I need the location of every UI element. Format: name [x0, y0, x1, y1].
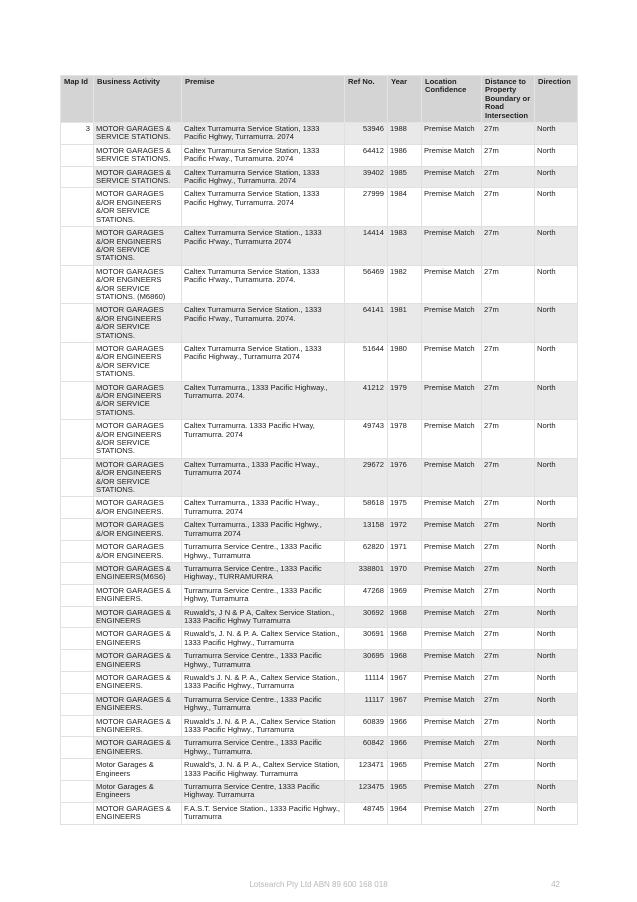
premise-cell: Turramurra Service Centre., 1333 Pacific Hghwy, Turramurra	[182, 584, 345, 606]
ref-no-cell: 14414	[345, 227, 388, 266]
distance-cell: 27m	[482, 265, 535, 304]
distance-cell: 27m	[482, 802, 535, 824]
map-id-cell	[61, 737, 94, 759]
business-activity-cell: MOTOR GARAGES &/OR ENGINEERS &/OR SERVICE STATIONS.	[94, 227, 182, 266]
location-confidence-cell: Premise Match	[422, 715, 482, 737]
table-row	[61, 166, 578, 188]
header-direction: Direction	[535, 76, 578, 123]
premise-cell: Turramurra Service Centre., 1333 Pacific Hghwy., Turramurra	[182, 693, 345, 715]
year-cell: 1968	[388, 628, 422, 650]
year-cell: 1967	[388, 671, 422, 693]
direction-cell: North	[535, 802, 578, 824]
premise-cell: Caltex Turramurra., 1333 Pacific H'way., Turramurra. 2074	[182, 497, 345, 519]
direction-cell: North	[535, 166, 578, 188]
premise-cell: Caltex Turramurra., 1333 Pacific Hghwy., Turramurra 2074	[182, 519, 345, 541]
premise-cell: Ruwald's J. N. & P. A., Caltex Service Station., 1333 Pacific Hghwy., Turramurra	[182, 671, 345, 693]
distance-cell: 27m	[482, 693, 535, 715]
table-row	[61, 802, 578, 824]
ref-no-cell: 30695	[345, 650, 388, 672]
table-row	[61, 227, 578, 266]
premise-cell: Caltex Turramurra Service Station, 1333 Pacific Hghwy, Turramurra. 2074	[182, 123, 345, 145]
business-activity-cell: MOTOR GARAGES &/OR ENGINEERS &/OR SERVICE STATIONS. (M6860)	[94, 265, 182, 304]
direction-cell: North	[535, 671, 578, 693]
business-activity-cell: MOTOR GARAGES &/OR ENGINEERS &/OR SERVICE STATIONS.	[94, 420, 182, 459]
direction-cell: North	[535, 123, 578, 145]
distance-cell: 27m	[482, 420, 535, 459]
premise-cell: Caltex Turramurra Service Station., 1333 Pacific Highway., Turramurra 2074	[182, 342, 345, 381]
table-row	[61, 123, 578, 145]
ref-no-cell: 39402	[345, 166, 388, 188]
distance-cell: 27m	[482, 781, 535, 803]
ref-no-cell: 48745	[345, 802, 388, 824]
year-cell: 1972	[388, 519, 422, 541]
direction-cell: North	[535, 584, 578, 606]
premise-cell: Ruwald's, J. N. & P. A. Caltex Service Station., 1333 Pacific Hghwy., Turramurra	[182, 628, 345, 650]
business-activity-cell: MOTOR GARAGES &/OR ENGINEERS &/OR SERVICE STATIONS.	[94, 381, 182, 420]
location-confidence-cell: Premise Match	[422, 497, 482, 519]
distance-cell: 27m	[482, 671, 535, 693]
ref-no-cell: 30691	[345, 628, 388, 650]
business-activity-cell: MOTOR GARAGES & ENGINEERS	[94, 628, 182, 650]
business-activity-cell: MOTOR GARAGES & ENGINEERS	[94, 650, 182, 672]
premise-cell: Caltex Turramurra Service Station., 1333 Pacific H'way., Turramurra. 2074.	[182, 304, 345, 343]
premise-cell: Caltex Turramurra Service Station, 1333 Pacific H'way., Turramurra. 2074.	[182, 265, 345, 304]
table-row	[61, 304, 578, 343]
table-row	[61, 144, 578, 166]
header-premise: Premise	[182, 76, 345, 123]
distance-cell: 27m	[482, 166, 535, 188]
ref-no-cell: 51644	[345, 342, 388, 381]
year-cell: 1969	[388, 584, 422, 606]
year-cell: 1968	[388, 606, 422, 628]
premise-cell: Caltex Turramurra., 1333 Pacific H'way., Turramurra 2074	[182, 458, 345, 497]
header-map-id: Map Id	[61, 76, 94, 123]
table-row	[61, 188, 578, 227]
distance-cell: 27m	[482, 519, 535, 541]
business-activity-cell: MOTOR GARAGES & ENGINEERS	[94, 606, 182, 628]
map-id-cell	[61, 715, 94, 737]
direction-cell: North	[535, 737, 578, 759]
table-row	[61, 342, 578, 381]
direction-cell: North	[535, 304, 578, 343]
distance-cell: 27m	[482, 342, 535, 381]
location-confidence-cell: Premise Match	[422, 265, 482, 304]
location-confidence-cell: Premise Match	[422, 166, 482, 188]
year-cell: 1966	[388, 737, 422, 759]
ref-no-cell: 338801	[345, 562, 388, 584]
page-number: 42	[551, 880, 560, 889]
location-confidence-cell: Premise Match	[422, 541, 482, 563]
direction-cell: North	[535, 606, 578, 628]
location-confidence-cell: Premise Match	[422, 562, 482, 584]
direction-cell: North	[535, 227, 578, 266]
location-confidence-cell: Premise Match	[422, 693, 482, 715]
direction-cell: North	[535, 265, 578, 304]
direction-cell: North	[535, 144, 578, 166]
map-id-cell	[61, 584, 94, 606]
premise-cell: Turramurra Service Centre., 1333 Pacific Hghwy., Turramurra	[182, 541, 345, 563]
ref-no-cell: 11114	[345, 671, 388, 693]
ref-no-cell: 123471	[345, 759, 388, 781]
distance-cell: 27m	[482, 144, 535, 166]
map-id-cell	[61, 265, 94, 304]
business-activity-cell: MOTOR GARAGES &/OR ENGINEERS.	[94, 519, 182, 541]
business-directory-table	[60, 75, 578, 825]
map-id-cell	[61, 342, 94, 381]
ref-no-cell: 49743	[345, 420, 388, 459]
location-confidence-cell: Premise Match	[422, 671, 482, 693]
premise-cell: Turramurra Service Centre., 1333 Pacific Highway., TURRAMURRA	[182, 562, 345, 584]
direction-cell: North	[535, 497, 578, 519]
location-confidence-cell: Premise Match	[422, 519, 482, 541]
ref-no-cell: 64412	[345, 144, 388, 166]
distance-cell: 27m	[482, 650, 535, 672]
ref-no-cell: 27999	[345, 188, 388, 227]
header-business-activity: Business Activity	[94, 76, 182, 123]
year-cell: 1975	[388, 497, 422, 519]
distance-cell: 27m	[482, 304, 535, 343]
distance-cell: 27m	[482, 759, 535, 781]
ref-no-cell: 64141	[345, 304, 388, 343]
business-activity-cell: MOTOR GARAGES & ENGINEERS	[94, 802, 182, 824]
direction-cell: North	[535, 188, 578, 227]
table-row	[61, 458, 578, 497]
map-id-cell	[61, 188, 94, 227]
direction-cell: North	[535, 562, 578, 584]
distance-cell: 27m	[482, 628, 535, 650]
table-row	[61, 562, 578, 584]
business-activity-cell: MOTOR GARAGES &/OR ENGINEERS &/OR SERVICE STATIONS.	[94, 188, 182, 227]
location-confidence-cell: Premise Match	[422, 342, 482, 381]
ref-no-cell: 123475	[345, 781, 388, 803]
map-id-cell	[61, 671, 94, 693]
ref-no-cell: 11117	[345, 693, 388, 715]
direction-cell: North	[535, 715, 578, 737]
business-activity-cell: MOTOR GARAGES &/OR ENGINEERS &/OR SERVICE STATIONS.	[94, 304, 182, 343]
year-cell: 1967	[388, 693, 422, 715]
premise-cell: Caltex Turramurra Service Station, 1333 Pacific Hghwy., Turramurra. 2074	[182, 166, 345, 188]
distance-cell: 27m	[482, 497, 535, 519]
location-confidence-cell: Premise Match	[422, 584, 482, 606]
table-row	[61, 781, 578, 803]
distance-cell: 27m	[482, 584, 535, 606]
location-confidence-cell: Premise Match	[422, 650, 482, 672]
map-id-cell	[61, 606, 94, 628]
location-confidence-cell: Premise Match	[422, 188, 482, 227]
business-activity-cell: MOTOR GARAGES & SERVICE STATIONS.	[94, 144, 182, 166]
business-activity-cell: Motor Garages & Engineers	[94, 759, 182, 781]
premise-cell: F.A.S.T. Service Station., 1333 Pacific Hghwy., Turramurra	[182, 802, 345, 824]
location-confidence-cell: Premise Match	[422, 227, 482, 266]
business-activity-cell: MOTOR GARAGES & ENGINEERS.	[94, 693, 182, 715]
business-activity-cell: MOTOR GARAGES & ENGINEERS(M6S6)	[94, 562, 182, 584]
business-activity-cell: MOTOR GARAGES & SERVICE STATIONS.	[94, 166, 182, 188]
premise-cell: Turramurra Service Centre., 1333 Pacific Hghwy., Turramurra.	[182, 737, 345, 759]
business-activity-cell: MOTOR GARAGES & ENGINEERS.	[94, 671, 182, 693]
table-row	[61, 519, 578, 541]
ref-no-cell: 47268	[345, 584, 388, 606]
year-cell: 1985	[388, 166, 422, 188]
direction-cell: North	[535, 650, 578, 672]
business-activity-cell: MOTOR GARAGES & ENGINEERS.	[94, 584, 182, 606]
premise-cell: Ruwald's, J N & P A, Caltex Service Station., 1333 Pacific Hghwy Turramurra	[182, 606, 345, 628]
header-distance: Distance to Property Boundary or Road Intersection	[482, 76, 535, 123]
premise-cell: Ruwald's J. N. & P. A., Caltex Service Station 1333 Pacific Hghwy., Turramurra	[182, 715, 345, 737]
footer-company: Lotsearch Pty Ltd ABN 89 600 168 018	[249, 880, 388, 889]
direction-cell: North	[535, 420, 578, 459]
ref-no-cell: 62820	[345, 541, 388, 563]
distance-cell: 27m	[482, 381, 535, 420]
premise-cell: Caltex Turramurra., 1333 Pacific Highway., Turramurra. 2074.	[182, 381, 345, 420]
ref-no-cell: 41212	[345, 381, 388, 420]
ref-no-cell: 60839	[345, 715, 388, 737]
map-id-cell	[61, 802, 94, 824]
business-activity-cell: MOTOR GARAGES & ENGINEERS.	[94, 715, 182, 737]
direction-cell: North	[535, 541, 578, 563]
header-year: Year	[388, 76, 422, 123]
location-confidence-cell: Premise Match	[422, 606, 482, 628]
year-cell: 1971	[388, 541, 422, 563]
location-confidence-cell: Premise Match	[422, 458, 482, 497]
distance-cell: 27m	[482, 458, 535, 497]
year-cell: 1964	[388, 802, 422, 824]
premise-cell: Caltex Turramurra Service Station, 1333 Pacific H'way., Turramurra. 2074	[182, 144, 345, 166]
business-activity-cell: MOTOR GARAGES &/OR ENGINEERS.	[94, 541, 182, 563]
location-confidence-cell: Premise Match	[422, 802, 482, 824]
table-row	[61, 737, 578, 759]
year-cell: 1983	[388, 227, 422, 266]
header-location-confidence: Location Confidence	[422, 76, 482, 123]
table-row	[61, 420, 578, 459]
table-row	[61, 671, 578, 693]
location-confidence-cell: Premise Match	[422, 781, 482, 803]
direction-cell: North	[535, 342, 578, 381]
map-id-cell	[61, 304, 94, 343]
year-cell: 1976	[388, 458, 422, 497]
ref-no-cell: 30692	[345, 606, 388, 628]
year-cell: 1965	[388, 781, 422, 803]
distance-cell: 27m	[482, 715, 535, 737]
table-row	[61, 265, 578, 304]
header-ref-no: Ref No.	[345, 76, 388, 123]
map-id-cell	[61, 381, 94, 420]
table-row	[61, 693, 578, 715]
premise-cell: Turramurra Service Centre, 1333 Pacific Highway. Turramurra	[182, 781, 345, 803]
location-confidence-cell: Premise Match	[422, 628, 482, 650]
direction-cell: North	[535, 628, 578, 650]
map-id-cell	[61, 541, 94, 563]
map-id-cell	[61, 562, 94, 584]
ref-no-cell: 60842	[345, 737, 388, 759]
location-confidence-cell: Premise Match	[422, 144, 482, 166]
business-activity-cell: MOTOR GARAGES & SERVICE STATIONS.	[94, 123, 182, 145]
location-confidence-cell: Premise Match	[422, 759, 482, 781]
year-cell: 1978	[388, 420, 422, 459]
location-confidence-cell: Premise Match	[422, 420, 482, 459]
distance-cell: 27m	[482, 188, 535, 227]
direction-cell: North	[535, 693, 578, 715]
business-activity-cell: MOTOR GARAGES & ENGINEERS.	[94, 737, 182, 759]
year-cell: 1984	[388, 188, 422, 227]
table-row	[61, 650, 578, 672]
year-cell: 1970	[388, 562, 422, 584]
table-body	[61, 123, 578, 825]
map-id-cell	[61, 144, 94, 166]
direction-cell: North	[535, 381, 578, 420]
table-row	[61, 628, 578, 650]
business-activity-cell: Motor Garages & Engineers	[94, 781, 182, 803]
distance-cell: 27m	[482, 227, 535, 266]
distance-cell: 27m	[482, 123, 535, 145]
direction-cell: North	[535, 781, 578, 803]
map-id-cell	[61, 781, 94, 803]
location-confidence-cell: Premise Match	[422, 123, 482, 145]
map-id-cell: 3	[61, 123, 94, 145]
premise-cell: Turramurra Service Centre., 1333 Pacific Hghwy., Turramurra	[182, 650, 345, 672]
map-id-cell	[61, 420, 94, 459]
table-row	[61, 606, 578, 628]
map-id-cell	[61, 650, 94, 672]
direction-cell: North	[535, 458, 578, 497]
distance-cell: 27m	[482, 562, 535, 584]
ref-no-cell: 58618	[345, 497, 388, 519]
map-id-cell	[61, 759, 94, 781]
distance-cell: 27m	[482, 541, 535, 563]
business-activity-cell: MOTOR GARAGES &/OR ENGINEERS.	[94, 497, 182, 519]
map-id-cell	[61, 497, 94, 519]
location-confidence-cell: Premise Match	[422, 304, 482, 343]
table-row	[61, 715, 578, 737]
year-cell: 1986	[388, 144, 422, 166]
table-row	[61, 497, 578, 519]
year-cell: 1988	[388, 123, 422, 145]
map-id-cell	[61, 166, 94, 188]
location-confidence-cell: Premise Match	[422, 381, 482, 420]
table-header-row	[61, 76, 578, 123]
year-cell: 1968	[388, 650, 422, 672]
ref-no-cell: 56469	[345, 265, 388, 304]
map-id-cell	[61, 227, 94, 266]
map-id-cell	[61, 519, 94, 541]
table-row	[61, 759, 578, 781]
direction-cell: North	[535, 759, 578, 781]
direction-cell: North	[535, 519, 578, 541]
year-cell: 1980	[388, 342, 422, 381]
ref-no-cell: 13158	[345, 519, 388, 541]
ref-no-cell: 53946	[345, 123, 388, 145]
distance-cell: 27m	[482, 606, 535, 628]
location-confidence-cell: Premise Match	[422, 737, 482, 759]
table-row	[61, 541, 578, 563]
premise-cell: Caltex Turramurra. 1333 Pacific H'way, Turramurra. 2074	[182, 420, 345, 459]
premise-cell: Caltex Turramurra Service Station, 1333 Pacific Hghwy, Turramurra. 2074	[182, 188, 345, 227]
map-id-cell	[61, 693, 94, 715]
premise-cell: Caltex Turramurra Service Station., 1333 Pacific H'way., Turramurra 2074	[182, 227, 345, 266]
distance-cell: 27m	[482, 737, 535, 759]
premise-cell: Ruwald's, J. N. & P. A., Caltex Service Station, 1333 Pacific Highway. Turramurra	[182, 759, 345, 781]
table-row	[61, 381, 578, 420]
year-cell: 1979	[388, 381, 422, 420]
year-cell: 1981	[388, 304, 422, 343]
year-cell: 1982	[388, 265, 422, 304]
ref-no-cell: 29672	[345, 458, 388, 497]
business-activity-cell: MOTOR GARAGES &/OR ENGINEERS &/OR SERVICE STATIONS.	[94, 342, 182, 381]
map-id-cell	[61, 628, 94, 650]
business-activity-cell: MOTOR GARAGES &/OR ENGINEERS &/OR SERVICE STATIONS.	[94, 458, 182, 497]
table-row	[61, 584, 578, 606]
year-cell: 1965	[388, 759, 422, 781]
map-id-cell	[61, 458, 94, 497]
year-cell: 1966	[388, 715, 422, 737]
